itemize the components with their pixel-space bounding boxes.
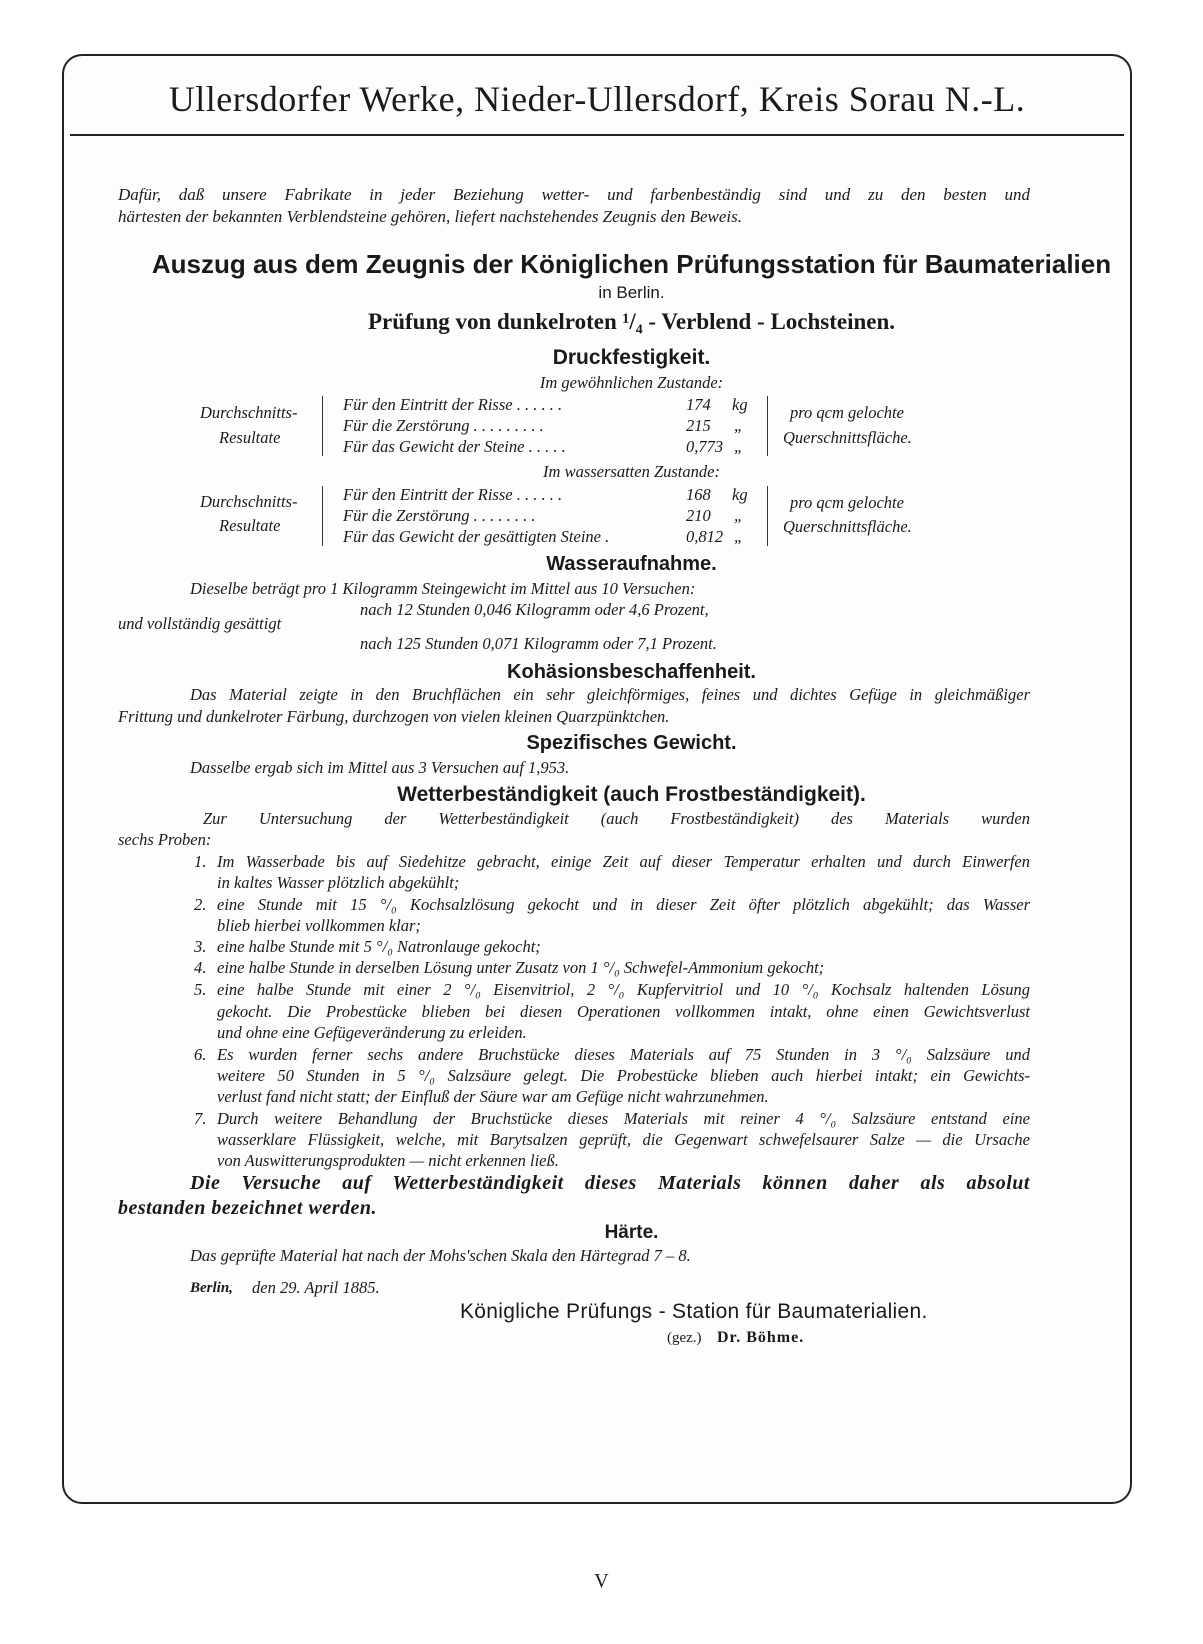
page-number: V [594,1570,609,1592]
druck-row-label: Für den Eintritt der Risse . . . . . . [343,395,563,414]
wetter-item-number: 1. [194,852,207,871]
druck-brace-right-2 [767,486,768,546]
druck-row-value: 0,773 [686,437,724,456]
wetter-item-line: Es wurden ferner sechs andere Bruchstücke dieses Materials auf 75 Stunden in 3 °/₀ Salzsäure und [217,1045,1030,1064]
wasser-line-1: Dieselbe beträgt pro 1 Kilogramm Steingewicht im Mittel aus 10 Versuchen: [190,579,696,598]
druck-row-label: Für das Gewicht der Steine . . . . . [343,437,566,456]
druck-label-1a: Durchschnitts- [200,403,298,422]
wetter-item-number: 2. [194,895,207,914]
wetter-item-line: eine halbe Stunde mit einer 2 °/₀ Eisenvitriol, 2 °/₀ Kupfervitriol und 10 °/₀ Kochsalz haltenden Lösung [217,980,1030,999]
gewicht-title: Spezifisches Gewicht. [526,732,737,754]
druck-row-label: Für die Zerstörung . . . . . . . . [343,506,536,525]
druck-unit-1b: Querschnittsfläche. [783,428,912,447]
wasser-line-3: nach 125 Stunden 0,071 Kilogramm oder 7,1 Prozent. [360,634,717,653]
druck-row-label: Für die Zerstörung . . . . . . . . . [343,416,544,435]
wetter-item-number: 6. [194,1045,207,1064]
gewicht-line-1: Dasselbe ergab sich im Mittel aus 3 Versuchen auf 1,953. [190,758,570,777]
druck-brace-left-1 [322,396,323,456]
druck-normal-caption: Im gewöhnlichen Zustande: [539,373,724,392]
wetter-item-number: 4. [194,958,207,977]
footer-date: den 29. April 1885. [252,1278,380,1297]
druck-row-unit: „ [734,437,744,456]
wetter-item-line: gekocht. Die Probestücke blieben bei diesen Operationen vollkommen intakt, ohne einen Gewichtsverlust [217,1002,1030,1021]
signature-prefix: (gez.) [667,1330,702,1346]
druck-row-unit: kg [732,485,748,504]
haerte-line-1: Das geprüfte Material hat nach der Mohs'schen Skala den Härtegrad 7 – 8. [190,1246,691,1265]
wetter-item-number: 7. [194,1109,207,1128]
haerte-title: Härte. [604,1222,659,1243]
intro-line-1: Dafür, daß unsere Fabrikate in jeder Beziehung wetter- und farbenbeständig sind und zu den besten und [118,185,1030,204]
druck-row-value: 215 [686,416,711,435]
kohaesion-line-1: Das Material zeigte in den Bruchflächen ein sehr gleichförmiges, feines und dichtes Gefüge in gleichmäßiger [190,685,1030,704]
intro-line-2: härtesten der bekannten Verblendsteine gehören, liefert nachstehendes Zeugnis den Beweis. [118,207,742,226]
wetter-item-line: eine Stunde mit 15 °/₀ Kochsalzlösung gekocht und in dieser Zeit öfter plötzlich abgekühlt; das Wasser [217,895,1030,914]
heading-city: in Berlin. [598,283,665,302]
footer-place: Berlin, [190,1280,233,1296]
wetter-item-line: Durch weitere Behandlung der Bruchstücke dieses Materials mit reiner 4 °/₀ Salzsäure entstand eine [217,1109,1030,1128]
druck-row-unit: „ [734,416,744,435]
druck-title: Druckfestigkeit. [552,346,711,369]
wetter-item-line: und ohne eine Gefügeveränderung zu erleiden. [217,1023,527,1042]
druck-wet-caption: Im wassersatten Zustande: [543,462,720,481]
druck-row-label: Für das Gewicht der gesättigten Steine . [343,527,610,546]
druck-unit-2a: pro qcm gelochte [790,493,904,512]
druck-row-label: Für den Eintritt der Risse . . . . . . [343,485,563,504]
page-header-title: Ullersdorfer Werke, Nieder-Ullersdorf, Kreis Sorau N.-L. [168,79,1026,119]
wasser-line-2: nach 12 Stunden 0,046 Kilogramm oder 4,6 Prozent, [360,600,709,619]
wetter-item-line: wasserklare Flüssigkeit, welche, mit Barytsalzen geprüft, die Gegenwart schwefelsaurer Salze — die Ursache [217,1130,1030,1149]
druck-label-2b: Resultate [219,516,281,535]
druck-row-value: 0,812 [686,527,724,546]
druck-label-1b: Resultate [219,428,281,447]
wasser-title: Wasseraufnahme. [546,553,717,575]
druck-row-unit: „ [734,527,744,546]
wetter-conclusion-2: bestanden bezeichnet werden. [118,1197,377,1219]
header-rule [70,134,1124,136]
druck-brace-right-1 [767,396,768,456]
wetter-item-line: von Auswitterungsprodukten — nicht erkennen ließ. [217,1151,559,1170]
druck-row-value: 168 [686,485,711,504]
wetter-item-line: Im Wasserbade bis auf Siedehitze gebracht, einige Zeit auf dieser Temperatur erhalten und durch Einwerfen [217,852,1030,871]
signature-org: Königliche Prüfungs - Station für Baumaterialien. [460,1300,928,1323]
wetter-intro-2: sechs Proben: [118,830,212,849]
wetter-item-line: eine halbe Stunde in derselben Lösung unter Zusatz von 1 °/₀ Schwefel-Ammonium gekocht; [217,958,825,977]
druck-row-value: 210 [686,506,711,525]
kohaesion-line-2: Frittung und dunkelroter Färbung, durchzogen von vielen kleinen Quarzpünktchen. [118,707,670,726]
wasser-side-label: und vollständig gesättigt [118,614,282,633]
druck-unit-2b: Querschnittsfläche. [783,517,912,536]
druck-label-2a: Durchschnitts- [200,492,298,511]
wetter-intro-1: Zur Untersuchung der Wetterbeständigkeit (auch Frostbeständigkeit) des Materials wurden [203,809,1030,828]
druck-brace-left-2 [322,486,323,546]
wetter-conclusion-1: Die Versuche auf Wetterbeständigkeit dieses Materials können daher als absolut [190,1172,1030,1194]
druck-row-value: 174 [686,395,711,414]
druck-row-unit: „ [734,506,744,525]
druck-row-unit: kg [732,395,748,414]
wetter-item-line: eine halbe Stunde mit 5 °/₀ Natronlauge gekocht; [217,937,541,956]
wetter-item-number: 3. [194,937,207,956]
main-heading: Auszug aus dem Zeugnis der Königlichen Prüfungsstation für Baumaterialien [151,249,1112,279]
wetter-title: Wetterbeständigkeit (auch Frostbeständigkeit). [397,783,866,806]
sub-heading: Prüfung von dunkelroten ¹/₄ - Verblend - Lochsteinen. [367,309,896,334]
wetter-item-number: 5. [194,980,207,999]
druck-unit-1a: pro qcm gelochte [790,403,904,422]
wetter-item-line: blieb hierbei vollkommen klar; [217,916,421,935]
wetter-item-line: weitere 50 Stunden in 5 °/₀ Salzsäure gelegt. Die Probestücke blieben auch hierbei intakt; ein Gewichts- [217,1066,1030,1085]
wetter-item-line: verlust fand nicht statt; der Einfluß der Säure war am Gefüge nicht wahrzunehmen. [217,1087,769,1106]
wetter-item-line: in kaltes Wasser plötzlich abgekühlt; [217,873,460,892]
signature-name: Dr. Böhme. [717,1329,805,1346]
kohaesion-title: Kohäsionsbeschaffenheit. [507,661,756,683]
